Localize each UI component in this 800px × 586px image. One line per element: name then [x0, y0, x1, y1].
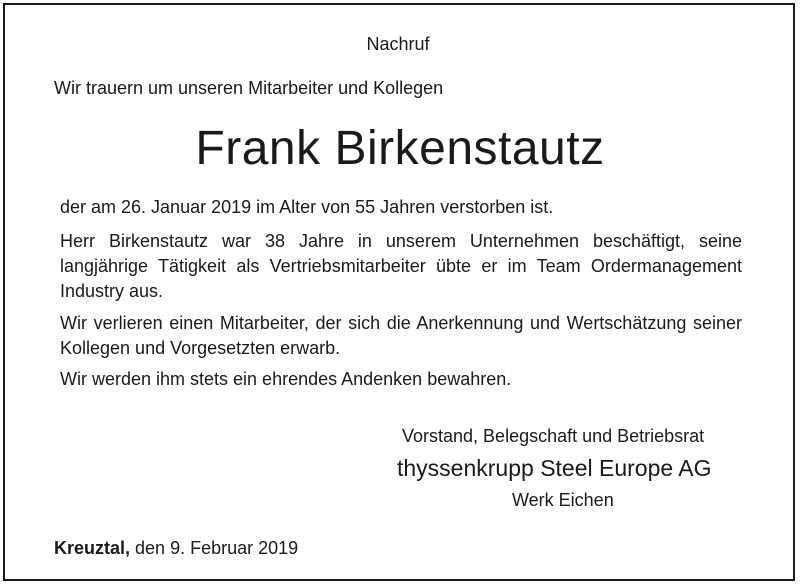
paragraph-appreciation: Wir verlieren einen Mitarbeiter, der sich die Anerkennung und Wertschätzung seiner Kollegen und Vorgesetzten erwarb.: [60, 313, 742, 358]
signature-company: thyssenkrupp Steel Europe AG: [397, 455, 712, 481]
deceased-name: Frank Birkenstautz: [195, 122, 605, 175]
place-name: Kreuztal,: [54, 538, 131, 558]
date-text: den 9. Februar 2019: [130, 538, 299, 558]
place-date-line: [54, 537, 298, 559]
paragraph-remembrance: Wir werden ihm stets ein ehrendes Andenken bewahren.: [60, 369, 512, 389]
intro-text: Wir trauern um unseren Mitarbeiter und Kollegen: [54, 78, 444, 98]
signature-groups: Vorstand, Belegschaft und Betriebsrat: [402, 426, 705, 446]
notice-heading: Nachruf: [366, 34, 430, 54]
paragraph-death-date: der am 26. Januar 2019 im Alter von 55 Jahren verstorben ist.: [60, 197, 554, 217]
signature-site: Werk Eichen: [512, 490, 614, 510]
paragraph-career: Herr Birkenstautz war 38 Jahre in unserem Unternehmen beschäftigt, seine langjährige Tätigkeit als Vertriebsmitarbeiter übte er im Team Ordermanagement Industry aus.: [60, 231, 742, 301]
